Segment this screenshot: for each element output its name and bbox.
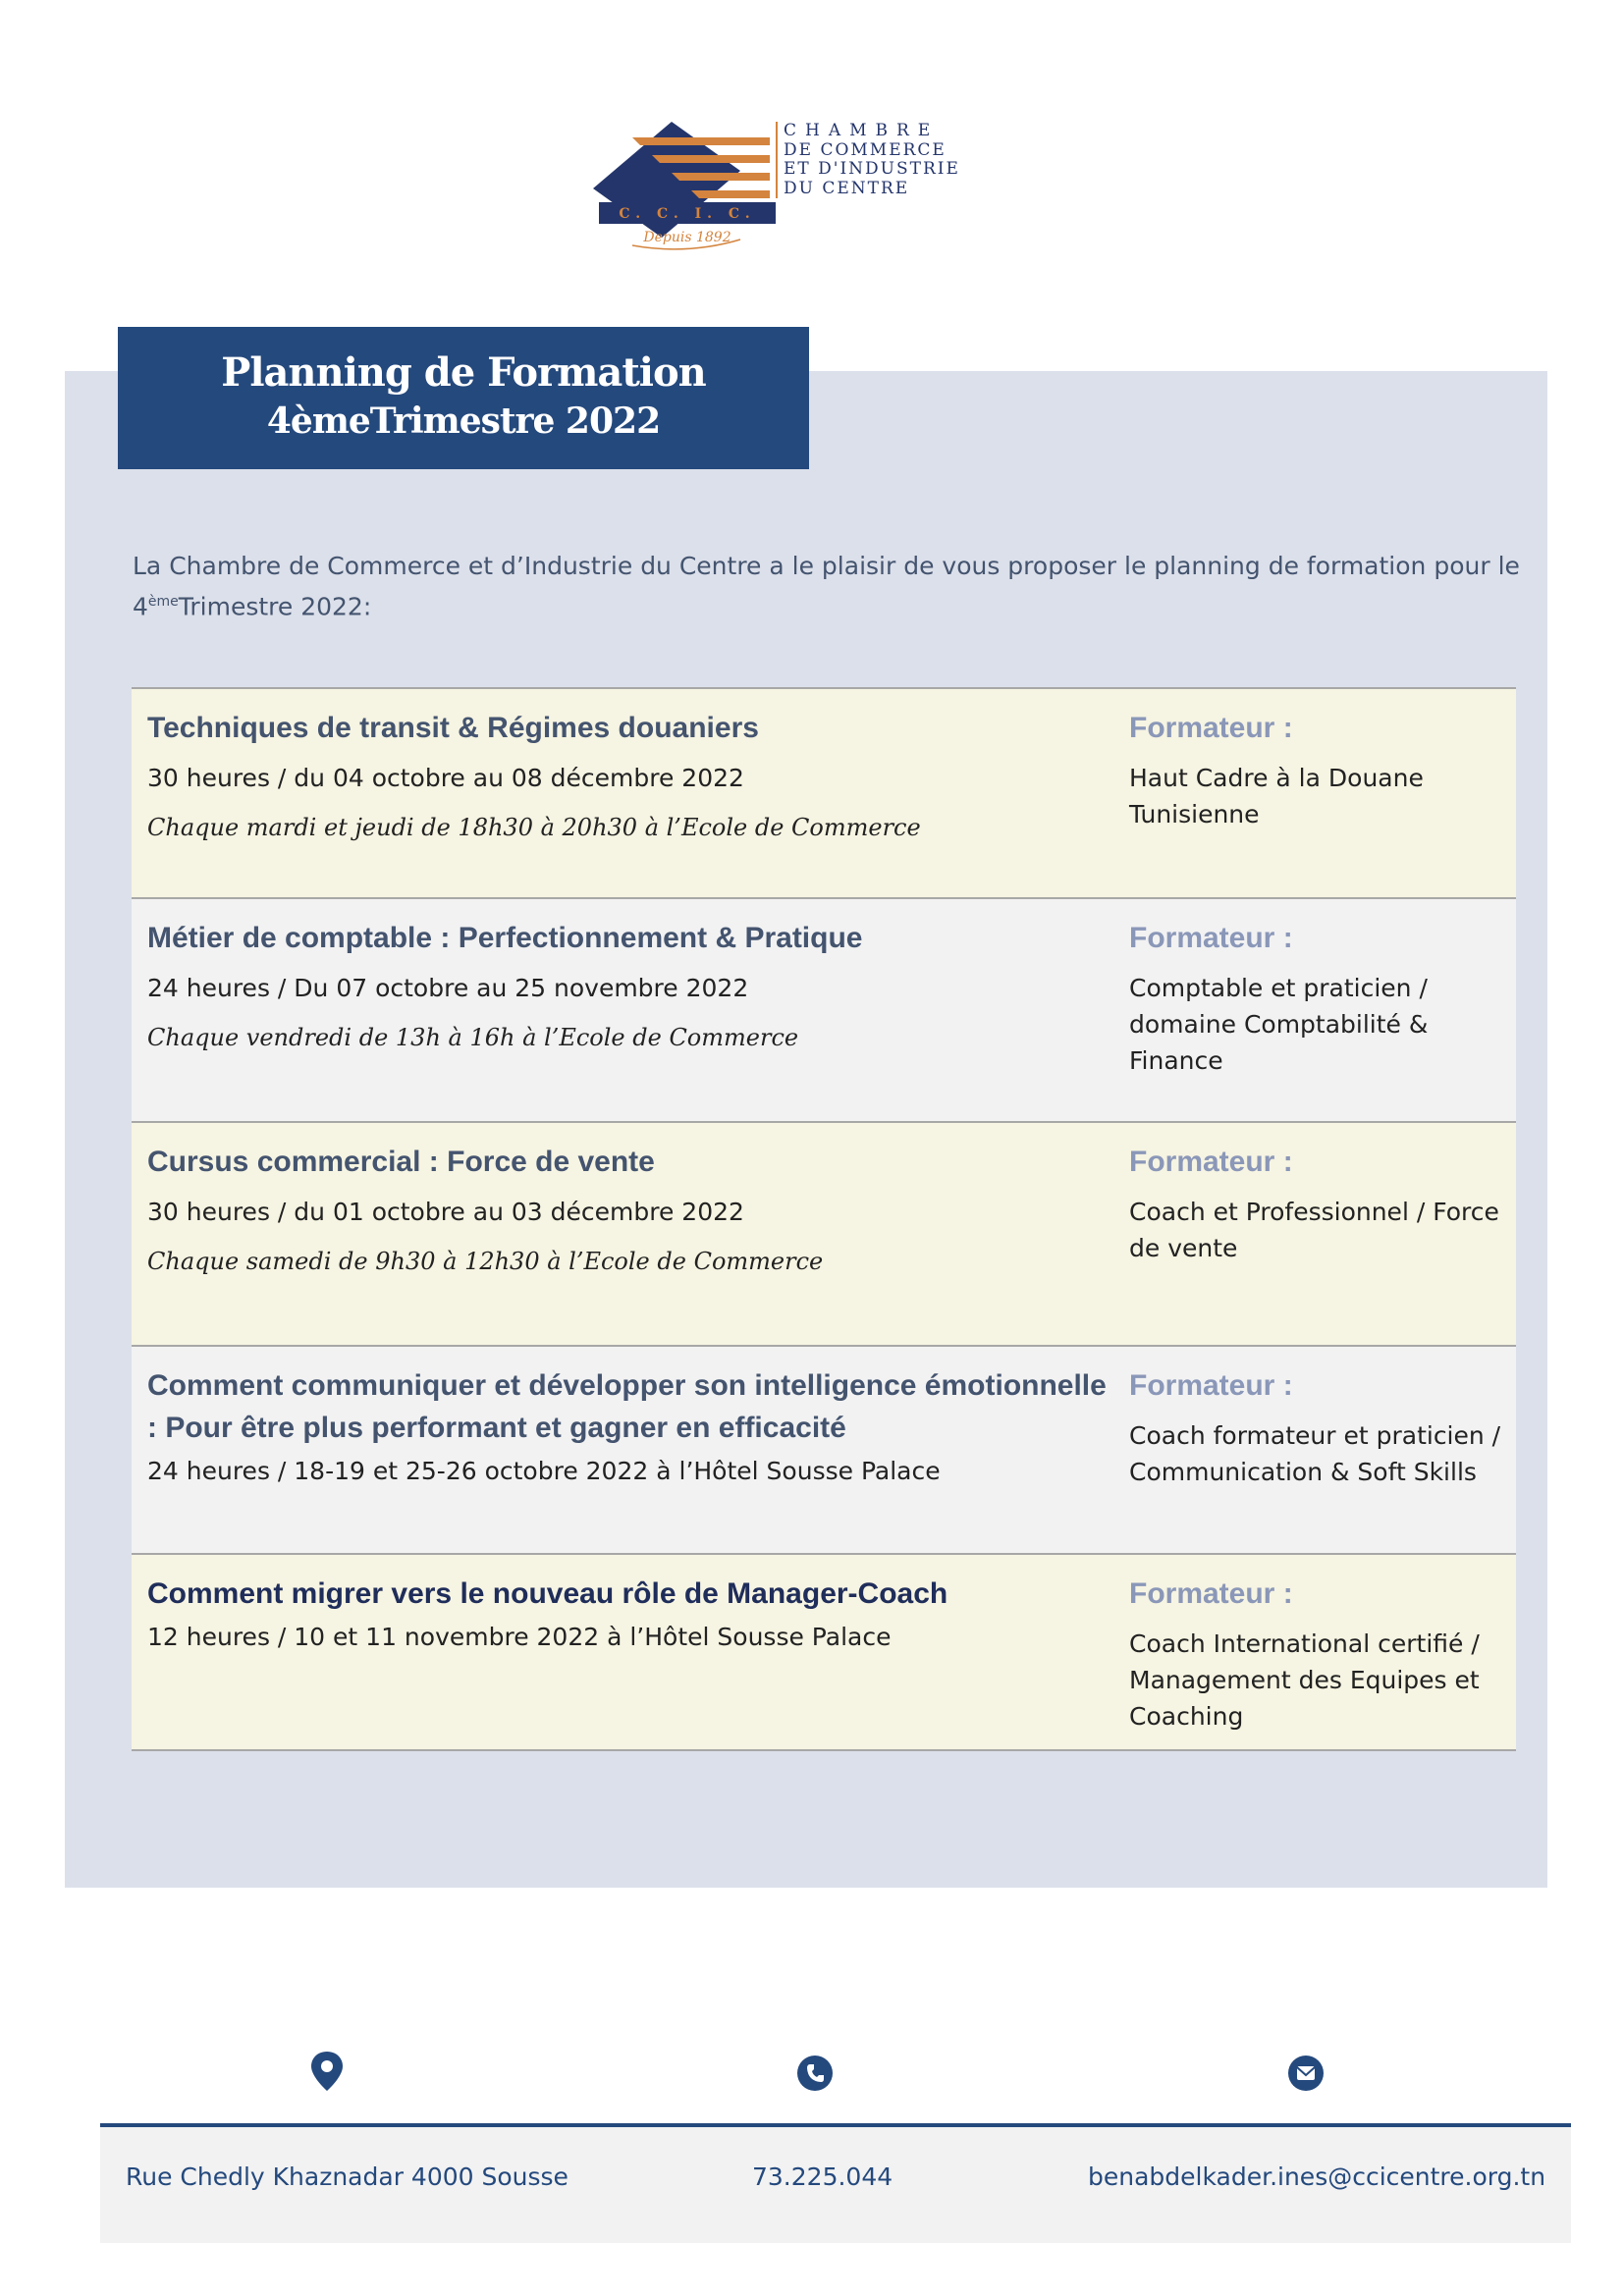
intro-text: La Chambre de Commerce et d’Industrie du Centre a le plaisir de vous proposer le planning de formation pour le [133, 552, 1520, 580]
trainer-desc: Coach et Professionnel / Force de vente [1129, 1198, 1499, 1262]
footer-address: Rue Chedly Khaznadar 4000 Sousse [126, 2163, 568, 2191]
title-line-1: Planning de Formation [221, 349, 706, 396]
page-title [118, 327, 809, 469]
course-duration: 12 heures / 10 et 11 novembre 2022 à l’Hôtel Sousse Palace [147, 1623, 892, 1651]
course-duration: 24 heures / 18-19 et 25-26 octobre 2022 à l’Hôtel Sousse Palace [147, 1457, 941, 1485]
trainer-desc: Haut Cadre à la Douane Tunisienne [1129, 764, 1424, 828]
course-row [132, 899, 1516, 1123]
course-schedule: Chaque mardi et jeudi de 18h30 à 20h30 à l’Ecole de Commerce [147, 814, 921, 841]
course-row [132, 1123, 1516, 1347]
trainer-label: Formateur : [1129, 922, 1293, 954]
course-title: Comment migrer vers le nouveau rôle de Manager-Coach [147, 1577, 948, 1610]
title-line-2: 4èmeTrimestre 2022 [266, 400, 661, 442]
footer-phone[interactable]: 73.225.044 [752, 2163, 893, 2191]
logo-line: CHAMBRE [784, 121, 940, 140]
trainer-desc: Comptable et praticien / domaine Comptabilité & Finance [1129, 974, 1429, 1075]
trainer-label: Formateur : [1129, 1146, 1293, 1178]
intro-quarter-num: 4 [133, 592, 148, 621]
course-title: Cursus commercial : Force de vente [147, 1146, 655, 1178]
course-row [132, 1347, 1516, 1555]
trainer-label: Formateur : [1129, 1577, 1293, 1610]
logo-abbr: C. C. I. C. [619, 206, 756, 222]
logo-since: Depuis 1892 [643, 230, 731, 245]
logo-line: ET D'INDUSTRIE [784, 159, 960, 179]
course-duration: 30 heures / du 01 octobre au 03 décembre 2022 [147, 1198, 744, 1226]
logo-line: DE COMMERCE [784, 139, 947, 160]
trainer-label: Formateur : [1129, 712, 1293, 744]
course-schedule: Chaque vendredi de 13h à 16h à l’Ecole de Commerce [147, 1024, 799, 1051]
phone-icon [795, 2052, 835, 2095]
logo-line: DU CENTRE [784, 178, 910, 198]
course-title: Métier de comptable : Perfectionnement & Pratique [147, 922, 863, 954]
footer-email[interactable]: benabdelkader.ines@ccicentre.org.tn [1088, 2163, 1546, 2191]
trainer-label: Formateur : [1129, 1369, 1293, 1402]
course-duration: 30 heures / du 04 octobre au 08 décembre 2022 [147, 764, 744, 792]
intro-quarter-sup: ème [147, 594, 179, 610]
course-row [132, 1555, 1516, 1751]
course-title: Techniques de transit & Régimes douaniers [147, 712, 759, 744]
intro-paragraph [133, 548, 1527, 624]
trainer-desc: Coach formateur et praticien / Communication & Soft Skills [1129, 1421, 1501, 1486]
training-table [132, 687, 1516, 1751]
course-duration: 24 heures / Du 07 octobre au 25 novembre 2022 [147, 974, 749, 1002]
intro-quarter-rest: Trimestre 2022: [178, 592, 372, 621]
email-icon [1286, 2052, 1326, 2095]
location-pin-icon [307, 2050, 347, 2093]
course-title: Comment communiquer et développer son intelligence émotionnelle : Pour être plus performant et gagner en efficacité [147, 1369, 1107, 1444]
course-row [132, 689, 1516, 899]
logo-wordmark [776, 122, 960, 198]
course-schedule: Chaque samedi de 9h30 à 12h30 à l’Ecole de Commerce [147, 1248, 824, 1275]
trainer-desc: Coach International certifié / Management des Equipes et Coaching [1129, 1629, 1480, 1731]
